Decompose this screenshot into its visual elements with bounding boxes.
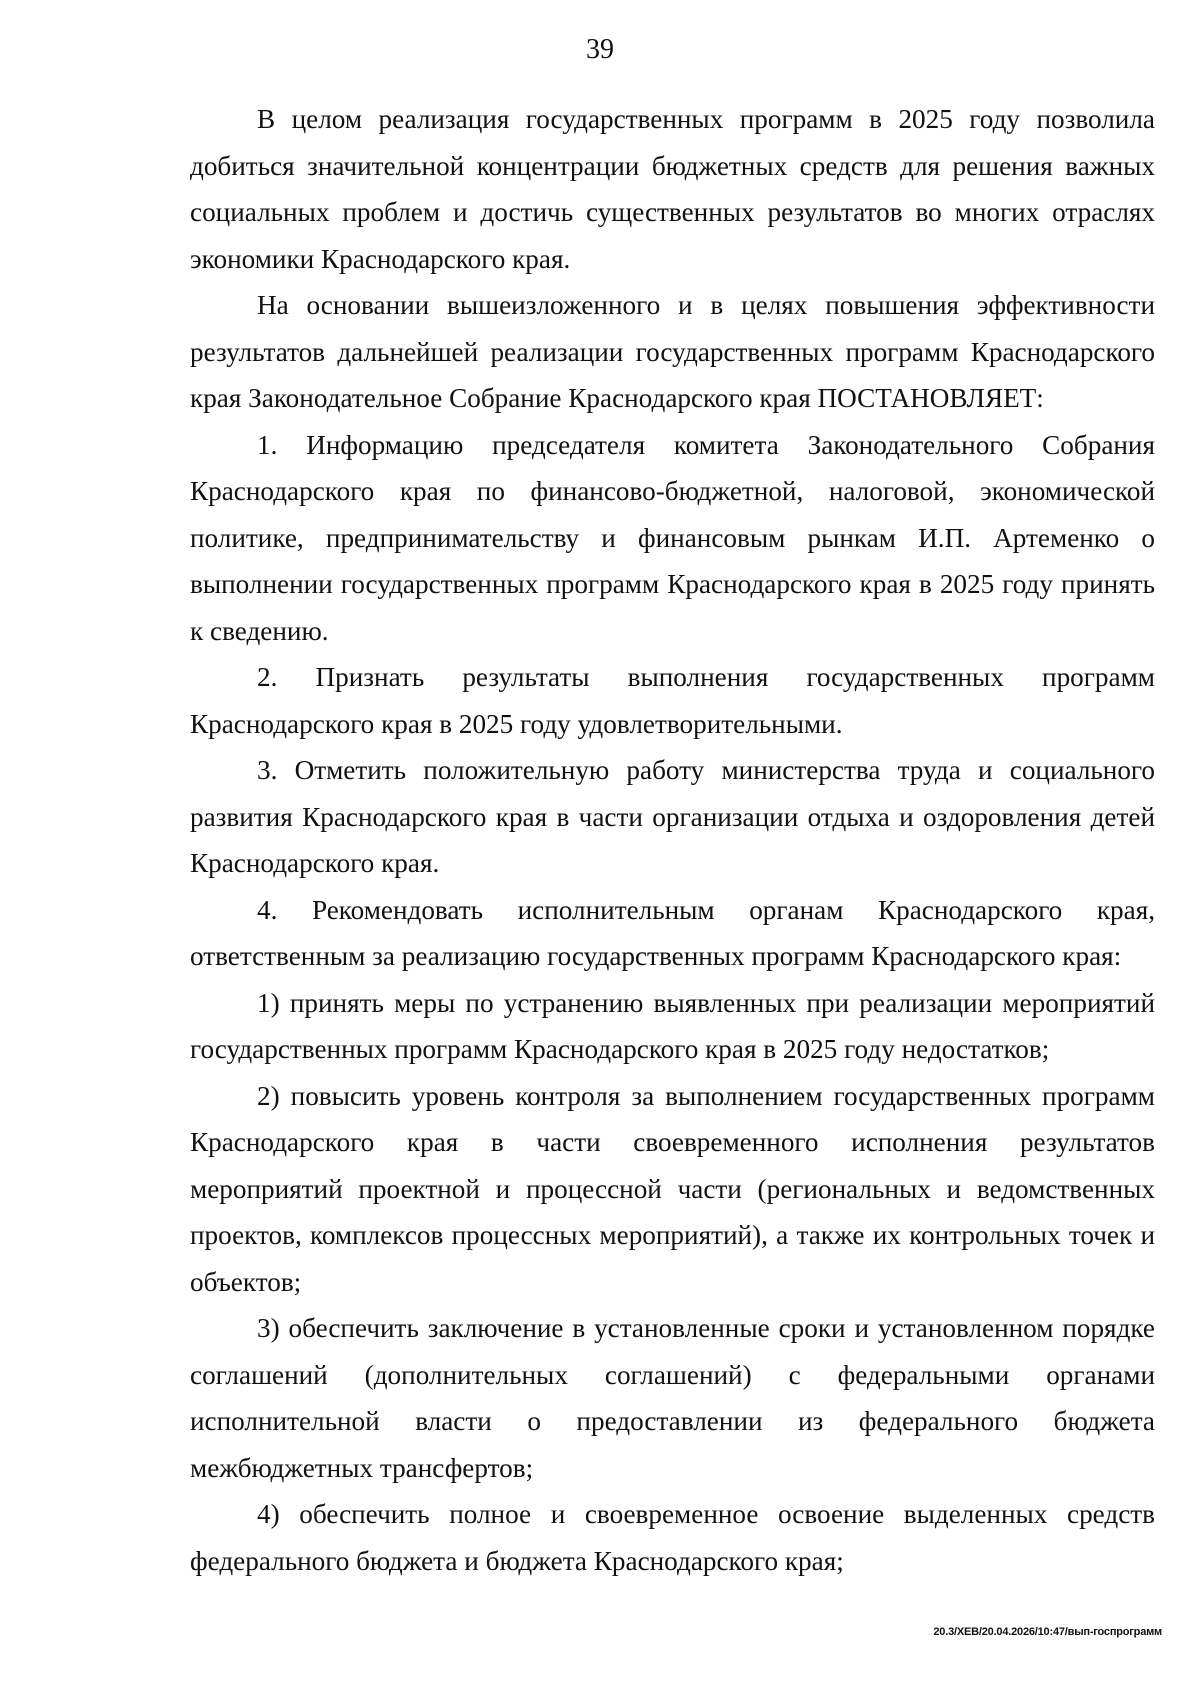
paragraph-subitem-1: 1) принять меры по устранению выявленных при реализации мероприятий государственных программ Краснодарского края в 2025 году недостатков;: [190, 987, 1155, 1064]
paragraph-summary: В целом реализация государственных программ в 2025 году позволила добиться значительной концентрации бюджетных средств для решения важных социальных проблем и достичь существенных результатов во многих отраслях экономики Краснодарского края.: [190, 104, 1155, 274]
paragraph-subitem-4: 4) обеспечить полное и своевременное освоение выделенных средств федерального бюджета и бюджета Краснодарского края;: [190, 1499, 1155, 1576]
footer-document-code: 20.3/ХЕВ/20.04.2026/10:47/вып-госпрограмм: [933, 1626, 1162, 1638]
paragraph-item-3: 3. Отметить положительную работу министерства труда и социального развития Краснодарского края в части организации отдыха и оздоровления детей Краснодарского края.: [190, 755, 1155, 878]
document-body: [190, 96, 1155, 1584]
paragraph-item-4: 4. Рекомендовать исполнительным органам Краснодарского края, ответственным за реализацию государственных программ Краснодарского края:: [190, 894, 1155, 971]
paragraph-item-1: 1. Информацию председателя комитета Законодательного Собрания Краснодарского края по финансово-бюджетной, налоговой, экономической политике, предпринимательству и финансовым рынкам И.П. Артеменко о выполнении государственных программ Краснодарского края в 2025 году принять к сведению.: [190, 429, 1155, 646]
paragraph-item-2: 2. Признать результаты выполнения государственных программ Краснодарского края в 2025 году удовлетворительными.: [190, 662, 1155, 739]
page-number: 39: [586, 34, 614, 65]
paragraph-subitem-3: 3) обеспечить заключение в установленные сроки и установленном порядке соглашений (дополнительных соглашений) с федеральными органами исполнительной власти о предоставлении из федерального бюджета межбюджетных трансфертов;: [190, 1313, 1155, 1483]
paragraph-resolution-intro: На основании вышеизложенного и в целях повышения эффективности результатов дальнейшей реализации государственных программ Краснодарского края Законодательное Собрание Краснодарского края ПОСТАНОВЛЯЕТ:: [190, 290, 1155, 413]
paragraph-subitem-2: 2) повысить уровень контроля за выполнением государственных программ Краснодарского края в части своевременного исполнения результатов мероприятий проектной и процессной части (региональных и ведомственных проектов, комплексов процессных мероприятий), а также их контрольных точек и объектов;: [190, 1080, 1155, 1297]
